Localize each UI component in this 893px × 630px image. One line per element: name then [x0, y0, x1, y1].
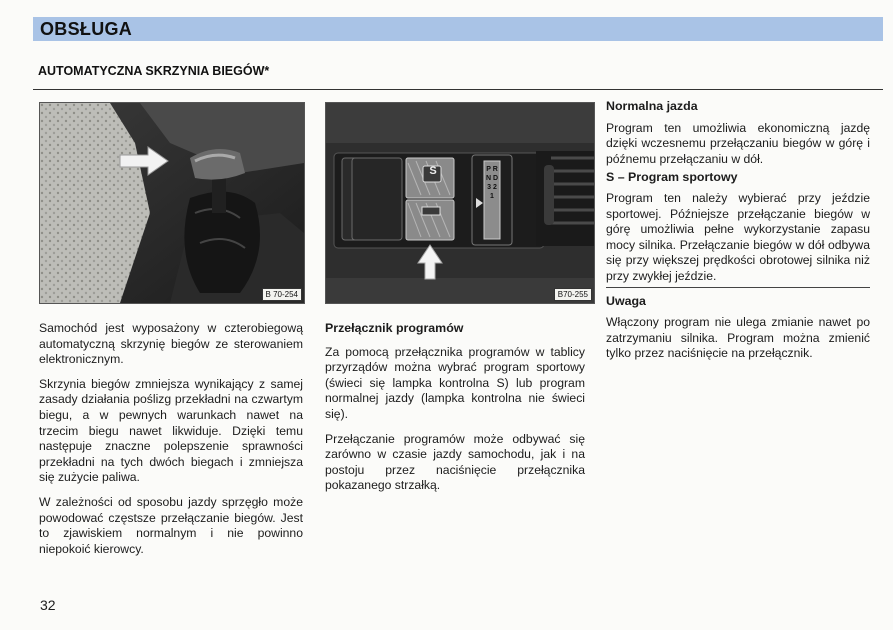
normal-drive-text: Program ten umożliwia ekonomiczną jazdę dzięki wczesnemu przełączaniu biegów w górę i późnemu przełączaniu w dół. [606, 120, 870, 166]
program-button-letter: S [429, 165, 437, 177]
program-switch-heading: Przełącznik programów [325, 321, 464, 335]
sport-program-text: Program ten należy wybierać przy jeździe sportowej. Późniejsze przełączanie biegów w górę umożliwia pełne wykorzystanie zapasu mocy silnika. Przełączanie biegów w dół odbywa się przy większej prędkości obrotowej silnika niż przy zwykłej jeździe. [606, 190, 870, 283]
dashboard-switch-illustration [326, 103, 594, 303]
column-right [606, 99, 870, 371]
clutch-paragraph: W zależności od sposobu jazdy sprzęgło może powodować częstsze przełączanie biegów. Jest to zjawiskiem normalnym i nie powinno niepokoić kierowcy. [39, 494, 303, 556]
note-text: Włączony program nie ulega zmianie nawet po zatrzymaniu silnika. Program można zmienić tylko przez naciśnięcie na przełącznik. [606, 315, 870, 361]
sport-program-heading: S – Program sportowy [606, 170, 738, 185]
gear-lever-photo [39, 102, 305, 304]
column-left [39, 321, 303, 566]
header-rule [33, 89, 883, 90]
section-header-band [33, 17, 883, 41]
slip-paragraph: Skrzynia biegów zmniejsza wynikający z samej zasady działania poślizg przekładni na czwartym biegu, a w pewnych warunkach nawet na trzecim biegu nawet likwiduje. Dzięki temu następuje znaczne polepszenie sprawności przekładni na tych dwóch biegach i zmniejsza się zużycie paliwa. [39, 376, 303, 485]
page-number: 32 [40, 597, 56, 613]
figure-code-left: B 70-254 [262, 288, 302, 301]
normal-drive-heading: Normalna jazda [606, 99, 698, 113]
section-title: OBSŁUGA [40, 19, 133, 39]
switching-paragraph: Przełączanie programów może odbywać się zarówno w czasie jazdy samochodu, jak i na postoju przez naciśnięcie przełącznika pokazanego strzałką. [325, 431, 585, 493]
column-middle [325, 321, 585, 503]
note-divider [606, 287, 870, 288]
program-switch-paragraph: Za pomocą przełącznika programów w tablicy przyrządów można wybrać program sportowy (świeci się lampka kontrolna S) lub program normalnej jazdy (lampka kontrolna nie świeci się). [325, 344, 585, 421]
program-switch-photo [325, 102, 595, 304]
intro-paragraph: Samochód jest wyposażony w czterobiegową automatyczną skrzynię biegów ze sterowaniem elektronicznym. [39, 321, 303, 367]
selector-gear-letters: P R N D 3 2 1 [485, 166, 499, 200]
page-subtitle: AUTOMATYCZNA SKRZYNIA BIEGÓW* [38, 64, 270, 78]
gear-lever-illustration [40, 103, 304, 303]
note-heading: Uwaga [606, 293, 646, 308]
figure-code-middle: B70-255 [554, 288, 592, 301]
